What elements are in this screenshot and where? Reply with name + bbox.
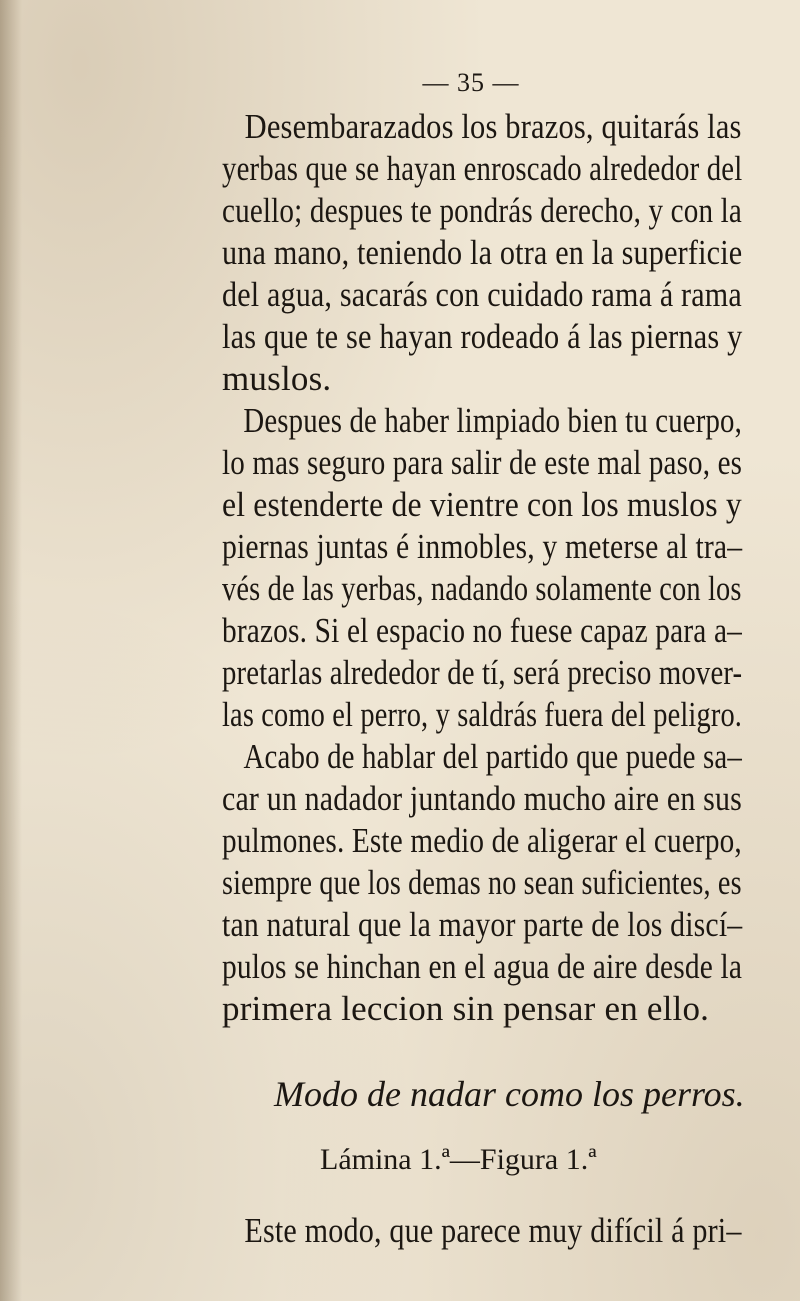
text-line: Despues de haber limpiado bien tu cuerpo, bbox=[243, 401, 742, 440]
text-line: muslos. bbox=[222, 359, 332, 398]
text-line: las como el perro, y saldrás fuera del peligro. bbox=[222, 695, 743, 734]
text-line: Desembarazados los brazos, quitarás las bbox=[244, 107, 742, 146]
text-line: las que te se hayan rodeado á las piernas y bbox=[222, 317, 743, 356]
page-binding-shadow bbox=[0, 0, 22, 1301]
page-number: — 35 — bbox=[422, 68, 520, 97]
text-line: pulos se hinchan en el agua de aire desde la bbox=[222, 947, 743, 986]
text-line: piernas juntas é inmobles, y meterse al tra– bbox=[222, 527, 743, 566]
text-line: una mano, teniendo la otra en la superficie bbox=[222, 233, 743, 272]
text-line: siempre que los demas no sean suficientes, es bbox=[222, 863, 742, 902]
text-line: Acabo de hablar del partido que puede sa– bbox=[243, 737, 742, 776]
text-line: brazos. Si el espacio no fuese capaz para a– bbox=[222, 611, 743, 650]
text-line: Este modo, que parece muy difícil á pri– bbox=[244, 1211, 742, 1250]
text-line: del agua, sacarás con cuidado rama á rama bbox=[222, 275, 742, 314]
text-line: vés de las yerbas, nadando solamente con los bbox=[222, 569, 742, 608]
paragraph-1 bbox=[222, 106, 742, 400]
paragraph-3 bbox=[222, 736, 742, 1030]
text-line: lo mas seguro para salir de este mal paso, es bbox=[222, 443, 743, 482]
text-line: cuello; despues te pondrás derecho, y con la bbox=[222, 191, 742, 230]
page-text-block bbox=[222, 66, 745, 1252]
paragraph-2 bbox=[222, 400, 742, 736]
section-title: Modo de nadar como los perros. bbox=[274, 1074, 745, 1114]
text-line: car un nadador juntando mucho aire en sus bbox=[222, 779, 742, 818]
plate-caption: Lámina 1.ª—Figura 1.ª bbox=[320, 1143, 597, 1176]
text-line: tan natural que la mayor parte de los discí– bbox=[222, 905, 743, 944]
text-line: primera leccion sin pensar en ello. bbox=[222, 989, 710, 1028]
text-line: pretarlas alrededor de tí, será preciso mover- bbox=[222, 653, 743, 692]
text-line: pulmones. Este medio de aligerar el cuerpo, bbox=[222, 821, 742, 860]
text-line: yerbas que se hayan enroscado alrededor del bbox=[222, 149, 743, 188]
text-line: el estenderte de vientre con los muslos y bbox=[222, 485, 742, 524]
